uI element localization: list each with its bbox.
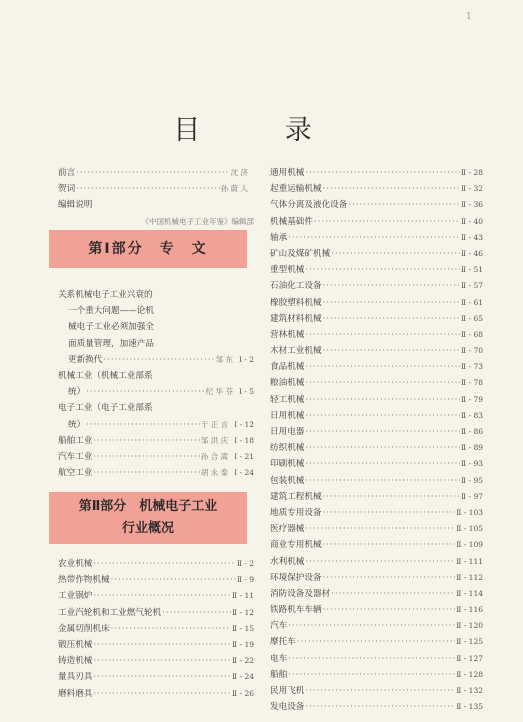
entry-page: Ⅱ - 2 <box>236 559 254 568</box>
entry-page: Ⅰ - 5 <box>238 387 254 397</box>
toc-entry <box>270 440 483 456</box>
leader-dots <box>93 465 200 481</box>
entry-page: Ⅱ - 103 <box>456 507 483 517</box>
entry-page: Ⅱ - 68 <box>461 329 483 339</box>
toc-entry <box>270 181 483 197</box>
toc-entry <box>270 343 483 359</box>
entry-title: 重型机械 <box>270 265 305 276</box>
leader-dots <box>314 214 460 230</box>
toc-entry <box>58 352 254 368</box>
entry-title: 更新换代 <box>68 354 103 365</box>
entry-title: 纺织机械 <box>270 443 305 454</box>
leader-dots <box>93 449 200 465</box>
entry-title: 锻压机械 <box>58 639 93 650</box>
toc-entry <box>58 465 254 481</box>
leader-dots <box>288 651 455 667</box>
toc-entry <box>58 417 254 433</box>
entry-author: 胡 永 泰 <box>200 468 229 478</box>
entry-title-line: 机械工业（机械工业部系 <box>58 370 153 381</box>
toc-entry <box>58 637 254 653</box>
entry-page: Ⅱ - 61 <box>461 297 483 307</box>
entry-author: 邹 东 <box>215 354 233 364</box>
entry-title: 粮油机械 <box>270 378 305 389</box>
leader-dots <box>305 699 455 715</box>
entry-title: 通用机械 <box>270 168 305 178</box>
part2-banner-line2: 行业概况 <box>121 521 174 536</box>
entry-title: 环境保护设备 <box>270 572 322 583</box>
leader-dots <box>305 456 460 472</box>
entry-page: Ⅱ - 83 <box>461 410 483 420</box>
entry-page: Ⅱ - 24 <box>232 672 254 682</box>
entry-page: Ⅱ - 22 <box>232 656 254 666</box>
entry-title: 统） <box>68 387 86 398</box>
entry-title: 印刷机械 <box>270 459 305 470</box>
toc-entry <box>270 651 483 667</box>
leader-dots <box>323 311 460 327</box>
toc-entry <box>270 165 483 181</box>
toc-entry <box>270 473 483 489</box>
leader-dots <box>86 417 200 433</box>
toc-entry <box>58 621 254 637</box>
toc-entry <box>270 456 483 472</box>
entry-page: Ⅱ - 9 <box>236 575 254 585</box>
entry-title: 热带作物机械 <box>58 575 110 586</box>
entry-page: Ⅱ - 109 <box>456 540 483 550</box>
entry-page: Ⅱ - 70 <box>461 346 483 356</box>
entry-title: 水利机械 <box>270 556 305 567</box>
toc-entry <box>270 375 483 391</box>
leader-dots <box>323 295 460 311</box>
leader-dots <box>288 667 455 683</box>
leader-dots <box>305 165 460 181</box>
toc-entry <box>270 667 483 683</box>
entry-title: 营林机械 <box>270 329 305 340</box>
leader-dots <box>331 246 460 262</box>
toc-entry <box>58 384 254 400</box>
leader-dots <box>323 343 460 359</box>
entry-title: 石油化工设备 <box>270 281 322 292</box>
entry-page: Ⅱ - 78 <box>461 378 483 388</box>
leader-dots <box>305 392 460 408</box>
entry-page: Ⅱ - 86 <box>461 427 483 436</box>
entry-title: 量具刃具 <box>58 672 93 683</box>
toc-entry <box>270 683 483 699</box>
entry-page: Ⅱ - 114 <box>456 588 483 598</box>
entry-title: 包装机械 <box>270 475 305 486</box>
entry-page: Ⅱ - 12 <box>232 607 254 617</box>
leader-dots <box>305 521 455 537</box>
entry-page: Ⅱ - 36 <box>461 200 483 210</box>
leader-dots <box>305 359 460 375</box>
toc-entry <box>270 311 483 327</box>
leader-dots <box>305 554 455 570</box>
toc-entry <box>58 449 254 465</box>
leader-dots <box>76 181 220 197</box>
entry-page: Ⅱ - 127 <box>456 653 483 663</box>
toc-entry <box>270 214 483 230</box>
entry-page: Ⅱ - 51 <box>461 265 483 275</box>
entry-title: 气体分离及液化设备 <box>270 200 348 211</box>
entry-title-line: 械电子工业必须加强全 <box>68 322 154 333</box>
leader-dots <box>288 230 460 246</box>
entry-page: Ⅰ - 12 <box>234 419 254 429</box>
entry-title: 农业机械 <box>58 559 93 569</box>
toc-entry <box>270 424 483 440</box>
entry-author: 孙 蔚 人 <box>220 184 248 194</box>
part2-banner-line1: 第Ⅱ部分 机械电子工业 <box>78 499 218 514</box>
toc-entry <box>270 586 483 602</box>
entry-title: 前言 <box>58 168 76 178</box>
entry-page: Ⅱ - 32 <box>461 184 483 194</box>
page-title: 目 录 <box>173 115 350 146</box>
entry-page: Ⅱ - 95 <box>461 475 483 485</box>
toc-entry <box>58 197 254 213</box>
entry-title: 商业专用机械 <box>270 540 322 551</box>
leader-dots <box>93 669 231 685</box>
leader-dots <box>103 352 214 368</box>
leader-dots <box>162 605 231 621</box>
part1-list <box>58 287 254 481</box>
leader-dots <box>323 570 456 586</box>
toc-right-column <box>270 165 483 715</box>
toc-left-column <box>58 165 254 230</box>
entry-page: Ⅱ - 120 <box>456 621 483 631</box>
toc-entry <box>270 521 483 537</box>
leader-dots <box>305 473 460 489</box>
entry-title: 日用电器 <box>270 427 305 437</box>
toc-entry <box>58 433 254 449</box>
entry-page: Ⅱ - 57 <box>461 281 483 291</box>
entry-title: 船舶工业 <box>58 435 93 446</box>
entry-title: 地质专用设备 <box>270 507 322 518</box>
entry-page: Ⅱ - 128 <box>456 669 483 679</box>
leader-dots <box>305 262 460 278</box>
entry-page: Ⅱ - 116 <box>456 605 483 615</box>
leader-dots <box>323 489 460 505</box>
leader-dots <box>86 384 204 400</box>
toc-entry <box>270 295 483 311</box>
entry-page: Ⅱ - 11 <box>232 591 254 601</box>
leader-dots <box>323 181 460 197</box>
part2-list <box>58 556 254 702</box>
toc-entry <box>58 572 254 588</box>
leader-dots <box>305 375 460 391</box>
entry-title: 铁路机车车辆 <box>270 605 322 616</box>
leader-dots <box>111 572 236 588</box>
toc-entry <box>58 588 254 604</box>
toc-entry <box>58 605 254 621</box>
entry-page: Ⅱ - 89 <box>461 443 483 453</box>
toc-entry <box>270 392 483 408</box>
part1-banner: 第Ⅰ部分 专 文 <box>49 230 247 268</box>
entry-page: Ⅱ - 105 <box>456 524 483 534</box>
entry-title: 建筑工程机械 <box>270 491 322 502</box>
entry-page: Ⅱ - 111 <box>456 556 483 566</box>
entry-title: 工业锅炉 <box>58 591 93 602</box>
entry-page: Ⅱ - 112 <box>456 572 483 582</box>
leader-dots <box>323 278 460 294</box>
leader-dots <box>323 505 456 521</box>
entry-title: 矿山及煤矿机械 <box>270 248 331 259</box>
leader-dots <box>323 537 456 553</box>
entry-title-line: 面质量管理，加速产品 <box>68 338 154 349</box>
entry-title: 民用飞机 <box>270 686 305 696</box>
entry-page: Ⅱ - 43 <box>461 232 483 242</box>
entry-author: 于 正 言 <box>200 419 229 429</box>
leader-dots <box>305 327 460 343</box>
toc-entry <box>270 197 483 213</box>
leader-dots <box>76 165 229 181</box>
leader-dots <box>111 621 231 637</box>
entry-title: 贺词 <box>58 184 76 195</box>
entry-page: Ⅱ - 28 <box>461 168 483 177</box>
entry-page: Ⅱ - 26 <box>232 688 254 698</box>
toc-entry <box>270 327 483 343</box>
toc-entry <box>58 686 254 702</box>
entry-page: Ⅱ - 125 <box>456 637 483 647</box>
entry-title-line: 关系机械电子工业兴衰的 <box>58 290 153 300</box>
leader-dots <box>93 637 231 653</box>
entry-page: Ⅱ - 46 <box>461 248 483 258</box>
toc-entry <box>270 246 483 262</box>
leader-dots <box>93 433 200 449</box>
leader-dots <box>348 197 460 213</box>
entry-title: 电车 <box>270 653 288 664</box>
leader-dots <box>288 618 455 634</box>
entry-title: 编辑说明 <box>58 200 93 211</box>
leader-dots <box>297 634 455 650</box>
leader-dots <box>93 686 231 702</box>
entry-title: 消防设备及器材 <box>270 588 331 599</box>
entry-title: 起重运输机械 <box>270 184 322 195</box>
leader-dots <box>93 653 231 669</box>
entry-title: 日用机械 <box>270 410 305 421</box>
toc-entry <box>270 278 483 294</box>
page-mark: 1 <box>466 12 472 22</box>
entry-page: Ⅱ - 15 <box>232 623 254 633</box>
entry-title: 食品机械 <box>270 362 305 373</box>
toc-entry <box>270 602 483 618</box>
entry-title: 建筑材料机械 <box>270 313 322 324</box>
leader-dots <box>305 440 460 456</box>
entry-title: 木材工业机械 <box>270 346 322 357</box>
toc-entry <box>270 262 483 278</box>
leader-dots <box>305 424 460 440</box>
toc-entry <box>58 669 254 685</box>
toc-entry <box>270 618 483 634</box>
toc-entry <box>270 537 483 553</box>
toc-entry <box>58 556 254 572</box>
toc-entry <box>270 554 483 570</box>
toc-entry <box>58 165 254 181</box>
entry-author: 沈 济 <box>230 168 248 177</box>
toc-entry <box>58 181 254 197</box>
entry-title: 医疗器械 <box>270 524 305 535</box>
leader-dots <box>331 586 455 602</box>
toc-entry <box>270 570 483 586</box>
entry-author: 邹 洪 庆 <box>200 435 229 445</box>
entry-page: Ⅰ - 2 <box>238 354 254 364</box>
entry-title: 汽车 <box>270 621 288 632</box>
entry-title: 汽车工业 <box>58 451 93 462</box>
leader-dots <box>93 556 235 572</box>
toc-entry <box>270 489 483 505</box>
entry-page: Ⅰ - 24 <box>234 468 254 478</box>
entry-page: Ⅱ - 40 <box>461 216 483 226</box>
entry-title: 航空工业 <box>58 468 93 479</box>
toc-entry <box>58 653 254 669</box>
entry-page: Ⅱ - 97 <box>461 491 483 501</box>
entry-title-line: 一个重大问题——论机 <box>68 306 154 317</box>
toc-entry <box>270 408 483 424</box>
toc-entry <box>270 505 483 521</box>
entry-page: Ⅰ - 21 <box>234 451 254 461</box>
entry-page: Ⅱ - 73 <box>461 362 483 372</box>
entry-title: 橡胶塑料机械 <box>270 297 322 308</box>
entry-page: Ⅱ - 93 <box>461 459 483 469</box>
entry-page: Ⅱ - 19 <box>232 639 254 649</box>
toc-entry <box>270 699 483 715</box>
leader-dots <box>323 602 456 618</box>
entry-page: Ⅰ - 18 <box>234 435 254 445</box>
toc-entry <box>270 634 483 650</box>
entry-title: 摩托车 <box>270 637 296 648</box>
entry-page: Ⅱ - 79 <box>461 394 483 404</box>
entry-page: Ⅱ - 135 <box>456 702 483 712</box>
entry-title: 轴承 <box>270 232 288 243</box>
leader-dots <box>305 683 455 699</box>
entry-title: 铸造机械 <box>58 656 93 667</box>
toc-entry <box>270 359 483 375</box>
entry-title: 金属切削机床 <box>58 623 110 634</box>
entry-author: 孙 合 嵩 <box>200 451 229 461</box>
entry-title-line: 电子工业（电子工业部系 <box>58 403 153 414</box>
entry-title: 机械基础件 <box>270 216 313 227</box>
leader-dots <box>93 588 231 604</box>
front-note: 《中国机械电子工业年鉴》编辑部 <box>141 216 254 226</box>
entry-title: 船舶 <box>270 669 288 680</box>
entry-title: 磨料磨具 <box>58 688 93 699</box>
part2-banner <box>49 492 247 544</box>
entry-title: 发电设备 <box>270 702 305 713</box>
toc-entry <box>270 230 483 246</box>
entry-page: Ⅱ - 132 <box>456 686 483 695</box>
entry-title: 统） <box>68 419 86 430</box>
entry-title: 工业汽轮机和工业燃气轮机 <box>58 607 162 618</box>
front-matter-list <box>58 165 254 214</box>
entry-page: Ⅱ - 65 <box>461 313 483 323</box>
entry-author: 纪 华 芬 <box>205 387 233 397</box>
leader-dots <box>305 408 460 424</box>
entry-title: 轻工机械 <box>270 394 305 405</box>
